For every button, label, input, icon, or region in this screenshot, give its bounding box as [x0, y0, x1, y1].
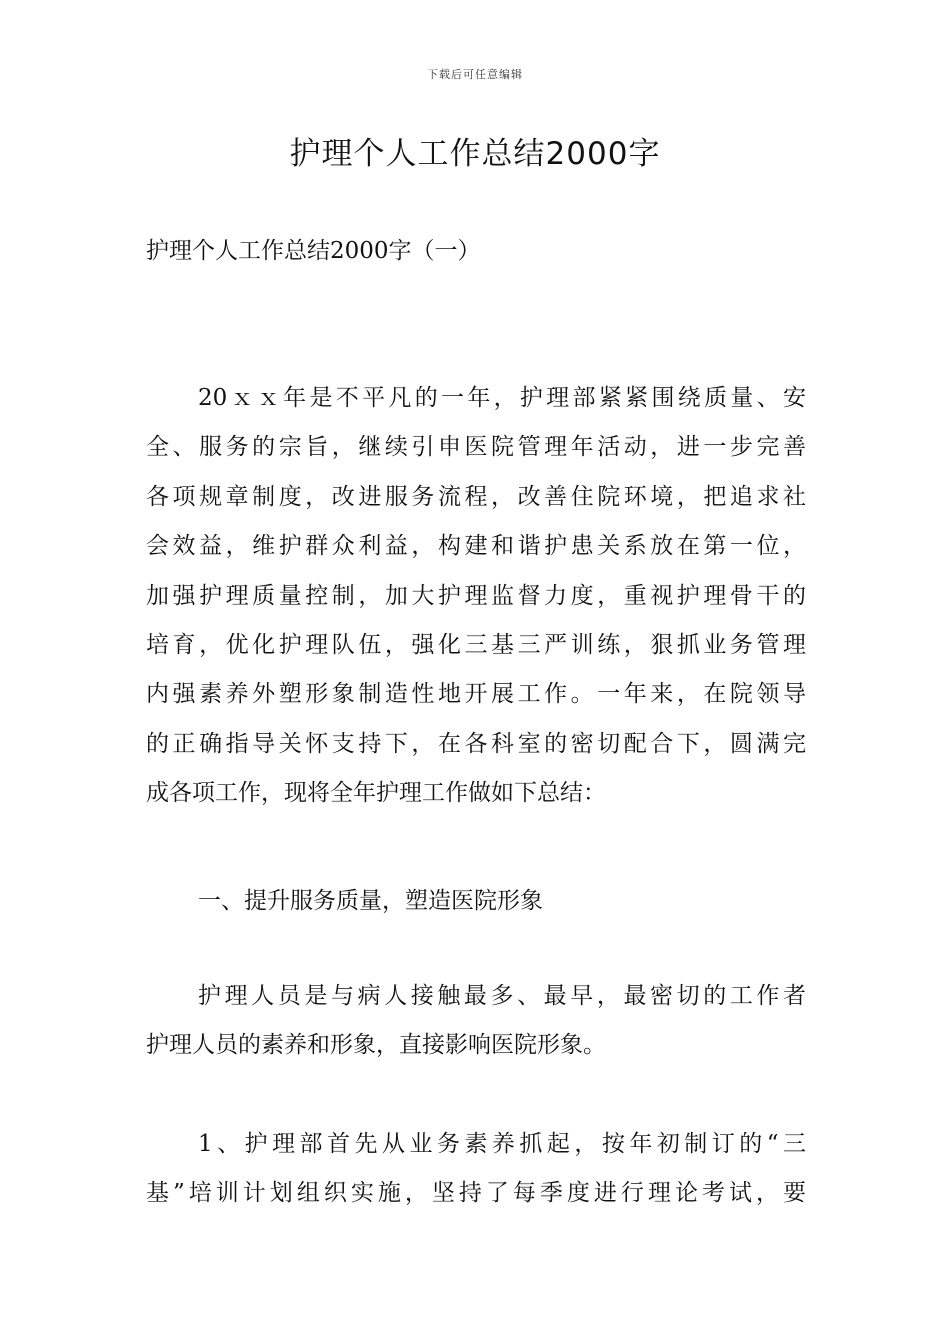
paragraph-line: 培育，优化护理队伍，强化三基三严训练，狠抓业务管理 [146, 632, 806, 659]
paragraph-line: 1、护理部首先从业务素养抓起，按年初制订的“三 [198, 1131, 806, 1157]
service-paragraph [146, 972, 806, 1071]
document-subtitle: 护理个人工作总结2000字（一） [146, 238, 481, 264]
paragraph-line: 加强护理质量控制，加大护理监督力度，重视护理骨干的 [146, 582, 806, 609]
paragraph-line: 基”培训计划组织实施，坚持了每季度进行理论考试，要 [146, 1180, 806, 1207]
paragraph-line: 护理人员是与病人接触最多、最早，最密切的工作者 [198, 983, 806, 1009]
intro-paragraph [146, 374, 806, 819]
paragraph-line: 各项规章制度，改进服务流程，改善住院环境，把追求社 [146, 483, 806, 510]
paragraph-line: 内强素养外塑形象制造性地开展工作。一年来，在院领导 [146, 681, 806, 708]
paragraph-line: 20ｘｘ年是不平凡的一年，护理部紧紧围绕质量、安 [198, 385, 806, 411]
paragraph-line: 护理人员的素养和形象，直接影响医院形象。 [146, 1032, 606, 1059]
paragraph-line: 成各项工作，现将全年护理工作做如下总结： [146, 780, 606, 807]
paragraph-line: 全、服务的宗旨，继续引申医院管理年活动，进一步完善 [146, 434, 806, 461]
paragraph-line: 会效益，维护群众利益，构建和谐护患关系放在第一位， [146, 533, 806, 560]
training-paragraph [146, 1120, 806, 1219]
header-note: 下载后可任意编辑 [427, 68, 523, 81]
paragraph-line: 的正确指导关怀支持下，在各科室的密切配合下，圆满完 [146, 730, 806, 757]
document-title: 护理个人工作总结2000字 [289, 136, 661, 172]
section-heading: 一、提升服务质量，塑造医院形象 [198, 888, 543, 914]
